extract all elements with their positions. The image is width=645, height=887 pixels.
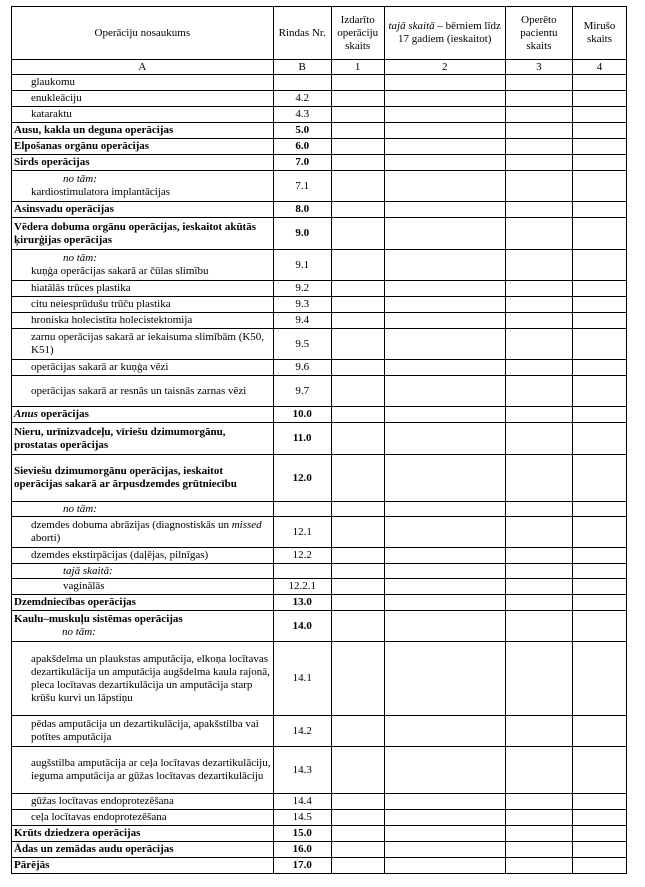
cell-col1[interactable]	[331, 329, 384, 360]
header-col4: Mirušo skaits	[572, 7, 626, 60]
row-number: 9.0	[273, 218, 331, 250]
cell-col4[interactable]	[572, 123, 626, 139]
cell-col2[interactable]	[384, 747, 505, 794]
cell-col4[interactable]	[572, 858, 626, 874]
cell-col4[interactable]	[572, 455, 626, 502]
row-number: 14.1	[273, 642, 331, 716]
row-name-italic: Anus	[14, 408, 38, 420]
cell-col2[interactable]	[384, 794, 505, 810]
row-number: 4.3	[273, 107, 331, 123]
row-name	[12, 250, 274, 281]
cell-col2[interactable]	[384, 642, 505, 716]
row-number: 12.2.1	[273, 579, 331, 595]
cell-col4[interactable]	[572, 139, 626, 155]
table-row	[12, 218, 627, 250]
cell-col1[interactable]	[331, 548, 384, 564]
cell-col1[interactable]	[331, 250, 384, 281]
cell-col1[interactable]	[331, 123, 384, 139]
row-name: Krūts dziedzera operācijas	[12, 826, 274, 842]
table-row	[12, 517, 627, 548]
cell-col2[interactable]	[384, 329, 505, 360]
cell-col2[interactable]	[384, 548, 505, 564]
cell-col4[interactable]	[572, 281, 626, 297]
cell-col3[interactable]	[505, 360, 572, 376]
header-col3: Operēto pacientu skaits	[505, 7, 572, 60]
column-letter-row	[12, 60, 627, 75]
row-number: 12.1	[273, 517, 331, 548]
cell-col1[interactable]	[331, 91, 384, 107]
row-number: 5.0	[273, 123, 331, 139]
row-name: Sieviešu dzimumorgānu operācijas, ieskaitot operācijas sakarā ar ārpusdzemdes grūtniecību	[12, 455, 274, 502]
cell-col3[interactable]	[505, 579, 572, 595]
cell-col3[interactable]	[505, 218, 572, 250]
cell-col4[interactable]	[572, 716, 626, 747]
cell-col1[interactable]	[331, 75, 384, 91]
letter-2: 2	[384, 60, 505, 75]
row-number: 9.1	[273, 250, 331, 281]
row-number: 7.1	[273, 171, 331, 202]
cell-col1[interactable]	[331, 517, 384, 548]
cell-col1[interactable]	[331, 579, 384, 595]
cell-col2[interactable]	[384, 75, 505, 91]
table-row	[12, 171, 627, 202]
cell-col2[interactable]	[384, 218, 505, 250]
row-name: hroniska holecistīta holecistektomija	[12, 313, 274, 329]
table-row	[12, 564, 627, 579]
subgroup-label: tajā skaitā:	[12, 564, 274, 579]
cell-col1[interactable]	[331, 502, 384, 517]
cell-col2[interactable]	[384, 313, 505, 329]
row-number: 12.0	[273, 455, 331, 502]
cell-col1[interactable]	[331, 595, 384, 611]
table-row	[12, 155, 627, 171]
cell-col4[interactable]	[572, 329, 626, 360]
row-name-part-b: aborti)	[31, 532, 61, 544]
operations-table	[11, 6, 627, 874]
cell-col1[interactable]	[331, 313, 384, 329]
table-row	[12, 502, 627, 517]
cell-col2[interactable]	[384, 139, 505, 155]
cell-col3[interactable]	[505, 139, 572, 155]
cell-col2[interactable]	[384, 595, 505, 611]
cell-col2[interactable]	[384, 564, 505, 579]
table-row	[12, 123, 627, 139]
cell-col2[interactable]	[384, 376, 505, 407]
cell-col2[interactable]	[384, 171, 505, 202]
cell-col1[interactable]	[331, 407, 384, 423]
row-name: dzemdes ekstirpācijas (daļējas, pilnīgas)	[12, 548, 274, 564]
cell-col4[interactable]	[572, 360, 626, 376]
row-name: operācijas sakarā ar resnās un taisnās zarnas vēzi	[12, 376, 274, 407]
row-name: glaukomu	[12, 75, 274, 91]
table-row	[12, 281, 627, 297]
cell-col1[interactable]	[331, 826, 384, 842]
cell-col1[interactable]	[331, 858, 384, 874]
cell-col4[interactable]	[572, 423, 626, 455]
cell-col2[interactable]	[384, 202, 505, 218]
row-number: 10.0	[273, 407, 331, 423]
cell-col1[interactable]	[331, 360, 384, 376]
row-name: Ausu, kakla un deguna operācijas	[12, 123, 274, 139]
table-row	[12, 595, 627, 611]
row-name: operācijas sakarā ar kuņģa vēzi	[12, 360, 274, 376]
cell-col4[interactable]	[572, 75, 626, 91]
table-row	[12, 842, 627, 858]
cell-col3[interactable]	[505, 502, 572, 517]
row-number	[273, 564, 331, 579]
cell-col4[interactable]	[572, 517, 626, 548]
letter-3: 3	[505, 60, 572, 75]
row-name-text: kuņģa operācijas sakarā ar čūlas slimību	[31, 265, 209, 277]
header-col2	[384, 7, 505, 60]
cell-col2[interactable]	[384, 155, 505, 171]
row-number	[273, 75, 331, 91]
cell-col1[interactable]	[331, 455, 384, 502]
cell-col4[interactable]	[572, 826, 626, 842]
table-row	[12, 826, 627, 842]
table-row	[12, 407, 627, 423]
header-name: Operāciju nosaukums	[12, 7, 274, 60]
cell-col3[interactable]	[505, 250, 572, 281]
row-number: 15.0	[273, 826, 331, 842]
row-number: 13.0	[273, 595, 331, 611]
cell-col4[interactable]	[572, 91, 626, 107]
cell-col2[interactable]	[384, 423, 505, 455]
cell-col3[interactable]	[505, 376, 572, 407]
table-row	[12, 297, 627, 313]
table-row	[12, 747, 627, 794]
cell-col3[interactable]	[505, 810, 572, 826]
cell-col1[interactable]	[331, 611, 384, 642]
row-name: pēdas amputācija un dezartikulācija, apakšstilba vai potītes amputācija	[12, 716, 274, 747]
table-row	[12, 810, 627, 826]
cell-col2[interactable]	[384, 281, 505, 297]
cell-col4[interactable]	[572, 155, 626, 171]
header-col2-italic: tajā skaitā	[388, 20, 435, 32]
row-name: hiatālās trūces plastika	[12, 281, 274, 297]
cell-col4[interactable]	[572, 202, 626, 218]
row-name: Dzemdniecības operācijas	[12, 595, 274, 611]
row-name	[12, 407, 274, 423]
table-row	[12, 360, 627, 376]
row-number: 7.0	[273, 155, 331, 171]
letter-1: 1	[331, 60, 384, 75]
cell-col1[interactable]	[331, 171, 384, 202]
table-header-row	[12, 7, 627, 60]
table-row	[12, 455, 627, 502]
subgroup-label: no tām:	[63, 252, 97, 264]
row-number: 9.2	[273, 281, 331, 297]
cell-col3[interactable]	[505, 171, 572, 202]
row-number: 8.0	[273, 202, 331, 218]
table-row	[12, 329, 627, 360]
cell-col2[interactable]	[384, 842, 505, 858]
cell-col4[interactable]	[572, 794, 626, 810]
cell-col1[interactable]	[331, 202, 384, 218]
cell-col4[interactable]	[572, 810, 626, 826]
cell-col2[interactable]	[384, 858, 505, 874]
cell-col4[interactable]	[572, 297, 626, 313]
row-name: Nieru, urīnizvadceļu, vīriešu dzimumorgānu, prostatas operācijas	[12, 423, 274, 455]
row-number: 17.0	[273, 858, 331, 874]
row-name-italic: missed	[231, 519, 262, 531]
header-col1: Izdarīto operāciju skaits	[331, 7, 384, 60]
cell-col1[interactable]	[331, 281, 384, 297]
row-name-rest: operācijas	[37, 408, 89, 420]
row-name: Asinsvadu operācijas	[12, 202, 274, 218]
cell-col4[interactable]	[572, 842, 626, 858]
cell-col1[interactable]	[331, 423, 384, 455]
row-number: 11.0	[273, 423, 331, 455]
row-name	[12, 171, 274, 202]
cell-col3[interactable]	[505, 826, 572, 842]
letter-b: B	[273, 60, 331, 75]
cell-col3[interactable]	[505, 313, 572, 329]
cell-col1[interactable]	[331, 747, 384, 794]
table-row	[12, 579, 627, 595]
row-name: Vēdera dobuma orgānu operācijas, ieskaitot akūtās ķirurģijas operācijas	[12, 218, 274, 250]
cell-col3[interactable]	[505, 564, 572, 579]
cell-col4[interactable]	[572, 107, 626, 123]
row-name: zarnu operācijas sakarā ar iekaisuma slimībām (K50, K51)	[12, 329, 274, 360]
cell-col3[interactable]	[505, 155, 572, 171]
row-name: augšstilba amputācija ar ceļa locītavas dezartikulāciju, ieguma amputācija ar gūžas locītavas dezartikulāciju	[12, 747, 274, 794]
cell-col3[interactable]	[505, 595, 572, 611]
cell-col2[interactable]	[384, 297, 505, 313]
cell-col1[interactable]	[331, 842, 384, 858]
cell-col4[interactable]	[572, 218, 626, 250]
cell-col1[interactable]	[331, 376, 384, 407]
row-name	[12, 611, 274, 642]
cell-col4[interactable]	[572, 747, 626, 794]
row-number: 14.5	[273, 810, 331, 826]
cell-col2[interactable]	[384, 407, 505, 423]
table-row	[12, 107, 627, 123]
cell-col2[interactable]	[384, 826, 505, 842]
row-name: kataraktu	[12, 107, 274, 123]
cell-col1[interactable]	[331, 642, 384, 716]
row-name-part-a: dzemdes dobuma abrāzijas (diagnostiskās un	[31, 519, 232, 531]
cell-col3[interactable]	[505, 548, 572, 564]
row-name: citu neiesprūdušu trūču plastika	[12, 297, 274, 313]
cell-col4[interactable]	[572, 564, 626, 579]
cell-col2[interactable]	[384, 611, 505, 642]
cell-col4[interactable]	[572, 642, 626, 716]
letter-a: A	[12, 60, 274, 75]
cell-col3[interactable]	[505, 747, 572, 794]
row-number: 9.3	[273, 297, 331, 313]
row-number: 16.0	[273, 842, 331, 858]
cell-col3[interactable]	[505, 455, 572, 502]
row-name-text: Kaulu–muskuļu sistēmas operācijas	[14, 613, 183, 625]
table-row	[12, 250, 627, 281]
cell-col1[interactable]	[331, 794, 384, 810]
subgroup-label: no tām:	[62, 626, 96, 638]
cell-col4[interactable]	[572, 595, 626, 611]
table-row	[12, 376, 627, 407]
table-row	[12, 858, 627, 874]
row-name: vaginālās	[12, 579, 274, 595]
cell-col3[interactable]	[505, 842, 572, 858]
cell-col4[interactable]	[572, 579, 626, 595]
subgroup-label: no tām:	[63, 173, 97, 185]
cell-col2[interactable]	[384, 502, 505, 517]
row-number: 4.2	[273, 91, 331, 107]
cell-col3[interactable]	[505, 423, 572, 455]
table-row	[12, 75, 627, 91]
row-name: ceļa locītavas endoprotezēšana	[12, 810, 274, 826]
cell-col2[interactable]	[384, 360, 505, 376]
cell-col4[interactable]	[572, 407, 626, 423]
table-row	[12, 611, 627, 642]
cell-col4[interactable]	[572, 171, 626, 202]
row-name: Pārējās	[12, 858, 274, 874]
cell-col3[interactable]	[505, 202, 572, 218]
letter-4: 4	[572, 60, 626, 75]
row-number: 6.0	[273, 139, 331, 155]
cell-col4[interactable]	[572, 376, 626, 407]
cell-col3[interactable]	[505, 407, 572, 423]
cell-col4[interactable]	[572, 250, 626, 281]
cell-col1[interactable]	[331, 155, 384, 171]
cell-col3[interactable]	[505, 91, 572, 107]
cell-col4[interactable]	[572, 548, 626, 564]
cell-col3[interactable]	[505, 281, 572, 297]
cell-col4[interactable]	[572, 502, 626, 517]
table-row	[12, 716, 627, 747]
row-name-text: kardiostimulatora implantācijas	[31, 186, 170, 198]
cell-col2[interactable]	[384, 91, 505, 107]
cell-col1[interactable]	[331, 716, 384, 747]
table-row	[12, 548, 627, 564]
table-row	[12, 313, 627, 329]
row-name	[12, 517, 274, 548]
cell-col1[interactable]	[331, 139, 384, 155]
row-number: 14.0	[273, 611, 331, 642]
cell-col1[interactable]	[331, 107, 384, 123]
subgroup-label: no tām:	[12, 502, 274, 517]
row-number: 9.6	[273, 360, 331, 376]
row-number: 9.4	[273, 313, 331, 329]
cell-col3[interactable]	[505, 716, 572, 747]
table-row	[12, 642, 627, 716]
cell-col4[interactable]	[572, 611, 626, 642]
cell-col1[interactable]	[331, 218, 384, 250]
table-row	[12, 202, 627, 218]
cell-col3[interactable]	[505, 107, 572, 123]
table-row	[12, 139, 627, 155]
cell-col2[interactable]	[384, 579, 505, 595]
cell-col1[interactable]	[331, 810, 384, 826]
header-col2-rest: – bērniem līdz 17 gadiem (ieskaitot)	[397, 20, 501, 45]
row-number: 14.3	[273, 747, 331, 794]
table-row	[12, 423, 627, 455]
row-name: enukleāciju	[12, 91, 274, 107]
row-number: 9.5	[273, 329, 331, 360]
table-row	[12, 794, 627, 810]
row-number	[273, 502, 331, 517]
row-name: Ādas un zemādas audu operācijas	[12, 842, 274, 858]
cell-col1[interactable]	[331, 564, 384, 579]
cell-col3[interactable]	[505, 517, 572, 548]
row-number: 12.2	[273, 548, 331, 564]
cell-col3[interactable]	[505, 611, 572, 642]
row-name: Elpošanas orgānu operācijas	[12, 139, 274, 155]
cell-col2[interactable]	[384, 810, 505, 826]
cell-col3[interactable]	[505, 297, 572, 313]
cell-col2[interactable]	[384, 107, 505, 123]
cell-col3[interactable]	[505, 642, 572, 716]
row-name: apakšdelma un plaukstas amputācija, elkoņa locītavas dezartikulācija un amputācija augšdelma kaula rajonā, pleca locītavas dezartikulācija un amputācija starp krūšu kurvi un lāpstiņu	[12, 642, 274, 716]
cell-col4[interactable]	[572, 313, 626, 329]
row-number: 14.2	[273, 716, 331, 747]
table-row	[12, 91, 627, 107]
cell-col1[interactable]	[331, 297, 384, 313]
row-number: 9.7	[273, 376, 331, 407]
cell-col2[interactable]	[384, 123, 505, 139]
cell-col2[interactable]	[384, 455, 505, 502]
row-name: Sirds operācijas	[12, 155, 274, 171]
cell-col2[interactable]	[384, 716, 505, 747]
cell-col3[interactable]	[505, 75, 572, 91]
cell-col3[interactable]	[505, 123, 572, 139]
cell-col3[interactable]	[505, 858, 572, 874]
header-row-no: Rindas Nr.	[273, 7, 331, 60]
cell-col2[interactable]	[384, 517, 505, 548]
cell-col3[interactable]	[505, 794, 572, 810]
row-number: 14.4	[273, 794, 331, 810]
cell-col2[interactable]	[384, 250, 505, 281]
cell-col3[interactable]	[505, 329, 572, 360]
row-name: gūžas locītavas endoprotezēšana	[12, 794, 274, 810]
